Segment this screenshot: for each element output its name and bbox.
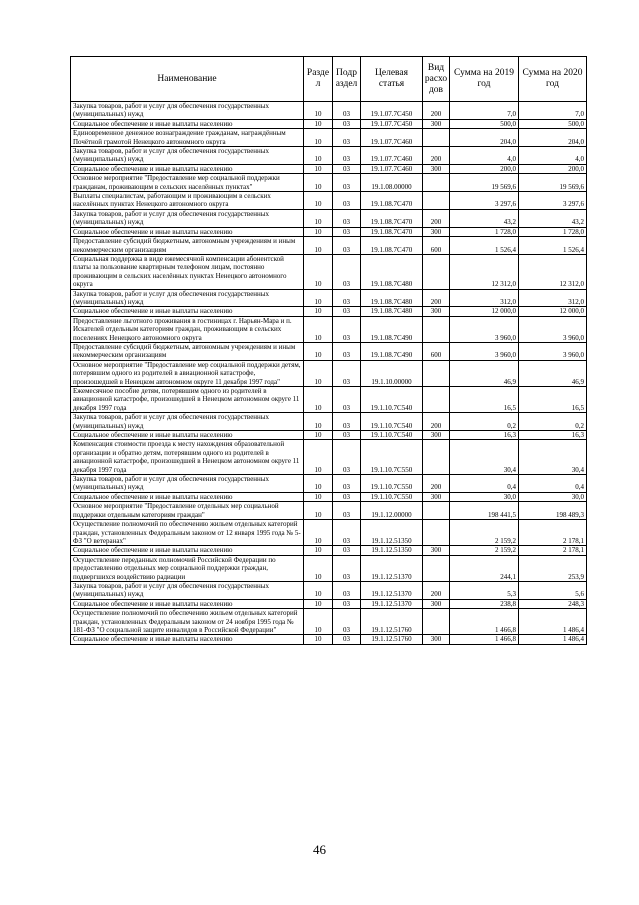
row-target-article: 19.1.08.00000 bbox=[361, 174, 423, 192]
row-section: 10 bbox=[304, 209, 333, 227]
table-row bbox=[71, 431, 587, 440]
row-subsection: 03 bbox=[333, 609, 361, 635]
row-expense-type bbox=[423, 555, 450, 581]
table-row bbox=[71, 609, 587, 635]
row-sum-2020: 30,4 bbox=[519, 440, 587, 475]
row-sum-2020: 0,2 bbox=[519, 413, 587, 431]
row-subsection: 03 bbox=[333, 289, 361, 307]
row-expense-type: 300 bbox=[423, 599, 450, 608]
row-expense-type: 200 bbox=[423, 289, 450, 307]
row-target-article: 19.1.10.00000 bbox=[361, 360, 423, 386]
row-sum-2020: 1 526,4 bbox=[519, 237, 587, 255]
row-sum-2019: 30,0 bbox=[450, 492, 519, 501]
row-sum-2020: 7,0 bbox=[519, 102, 587, 120]
row-subsection: 03 bbox=[333, 164, 361, 173]
header-sum-2020: Сумма на 2020 год bbox=[519, 57, 587, 102]
row-expense-type: 300 bbox=[423, 546, 450, 555]
table-row bbox=[71, 129, 587, 147]
row-section: 10 bbox=[304, 342, 333, 360]
row-subsection: 03 bbox=[333, 119, 361, 128]
row-section: 10 bbox=[304, 502, 333, 520]
row-name: Закупка товаров, работ и услуг для обеспечения государственных (муниципальных) нужд bbox=[71, 209, 304, 227]
table-row bbox=[71, 502, 587, 520]
table-row bbox=[71, 599, 587, 608]
row-sum-2019: 1 466,8 bbox=[450, 635, 519, 644]
row-expense-type bbox=[423, 316, 450, 342]
row-section: 10 bbox=[304, 307, 333, 316]
row-sum-2020: 200,0 bbox=[519, 164, 587, 173]
row-sum-2020: 3 960,0 bbox=[519, 316, 587, 342]
row-sum-2020: 198 489,3 bbox=[519, 502, 587, 520]
row-name: Выплаты специалистам, работающим и проживающим в сельских населённых пунктах Ненецкого автономного округа bbox=[71, 192, 304, 210]
table-row bbox=[71, 254, 587, 289]
table-row bbox=[71, 147, 587, 165]
row-name: Закупка товаров, работ и услуг для обеспечения государственных (муниципальных) нужд bbox=[71, 475, 304, 493]
row-sum-2019: 2 159,2 bbox=[450, 520, 519, 546]
row-target-article: 19.1.12.51760 bbox=[361, 609, 423, 635]
table-header bbox=[71, 57, 587, 102]
row-name: Основное мероприятие "Предоставление мер социальной поддержки детям, потерявшим одного из родителей в авиационной катастрофе, произошедшей в Ненецком автономном округе 11 декабря 1997 года" bbox=[71, 360, 304, 386]
row-name: Осуществление полномочий по обеспечению жильем отдельных категорий граждан, установленных Федеральным законом от 24 ноября 1995 года № 181-ФЗ "О социальной защите инвалидов в Российской Федерации" bbox=[71, 609, 304, 635]
row-sum-2020: 0,4 bbox=[519, 475, 587, 493]
row-sum-2020: 1 728,0 bbox=[519, 227, 587, 236]
row-target-article: 19.1.08.7С470 bbox=[361, 209, 423, 227]
row-target-article: 19.1.12.51760 bbox=[361, 635, 423, 644]
row-section: 10 bbox=[304, 174, 333, 192]
row-sum-2019: 0,4 bbox=[450, 475, 519, 493]
table-row bbox=[71, 119, 587, 128]
row-section: 10 bbox=[304, 227, 333, 236]
row-expense-type: 200 bbox=[423, 581, 450, 599]
row-sum-2019: 43,2 bbox=[450, 209, 519, 227]
row-section: 10 bbox=[304, 431, 333, 440]
row-subsection: 03 bbox=[333, 520, 361, 546]
row-name: Социальное обеспечение и иные выплаты населению bbox=[71, 546, 304, 555]
row-sum-2020: 12 312,0 bbox=[519, 254, 587, 289]
table-row bbox=[71, 413, 587, 431]
row-target-article: 19.1.10.7С540 bbox=[361, 431, 423, 440]
row-section: 10 bbox=[304, 360, 333, 386]
row-name: Социальное обеспечение и иные выплаты населению bbox=[71, 307, 304, 316]
row-section: 10 bbox=[304, 102, 333, 120]
table-row bbox=[71, 546, 587, 555]
row-section: 10 bbox=[304, 254, 333, 289]
row-subsection: 03 bbox=[333, 316, 361, 342]
row-subsection: 03 bbox=[333, 254, 361, 289]
row-subsection: 03 bbox=[333, 174, 361, 192]
header-name: Наименование bbox=[71, 57, 304, 102]
table-row bbox=[71, 289, 587, 307]
row-sum-2020: 3 297,6 bbox=[519, 192, 587, 210]
row-section: 10 bbox=[304, 635, 333, 644]
row-section: 10 bbox=[304, 520, 333, 546]
table-row bbox=[71, 227, 587, 236]
row-subsection: 03 bbox=[333, 192, 361, 210]
row-subsection: 03 bbox=[333, 546, 361, 555]
row-name: Закупка товаров, работ и услуг для обеспечения государственных (муниципальных) нужд bbox=[71, 581, 304, 599]
row-expense-type bbox=[423, 192, 450, 210]
row-subsection: 03 bbox=[333, 129, 361, 147]
row-expense-type bbox=[423, 387, 450, 413]
row-expense-type bbox=[423, 254, 450, 289]
row-expense-type: 300 bbox=[423, 492, 450, 501]
table-row bbox=[71, 307, 587, 316]
row-subsection: 03 bbox=[333, 581, 361, 599]
row-subsection: 03 bbox=[333, 237, 361, 255]
row-subsection: 03 bbox=[333, 555, 361, 581]
row-target-article: 19.1.08.7С470 bbox=[361, 227, 423, 236]
row-name: Ежемесячное пособие детям, потерявшим одного из родителей в авиационной катастрофе, произошедшей в Ненецком автономном округе 11 декабря 1997 года bbox=[71, 387, 304, 413]
row-sum-2019: 16,5 bbox=[450, 387, 519, 413]
row-expense-type: 300 bbox=[423, 307, 450, 316]
table-row bbox=[71, 237, 587, 255]
row-target-article: 19.1.08.7С470 bbox=[361, 192, 423, 210]
row-section: 10 bbox=[304, 581, 333, 599]
row-name: Основное мероприятие "Предоставление мер социальной поддержки гражданам, проживающим в сельских населённых пунктах" bbox=[71, 174, 304, 192]
header-subsection: Подр аздел bbox=[333, 57, 361, 102]
row-subsection: 03 bbox=[333, 307, 361, 316]
row-target-article: 19.1.10.7С540 bbox=[361, 413, 423, 431]
row-name: Социальное обеспечение и иные выплаты населению bbox=[71, 492, 304, 501]
row-name: Социальное обеспечение и иные выплаты населению bbox=[71, 119, 304, 128]
row-subsection: 03 bbox=[333, 492, 361, 501]
row-section: 10 bbox=[304, 316, 333, 342]
row-sum-2020: 2 178,1 bbox=[519, 520, 587, 546]
row-target-article: 19.1.08.7С480 bbox=[361, 289, 423, 307]
row-section: 10 bbox=[304, 119, 333, 128]
row-sum-2020: 43,2 bbox=[519, 209, 587, 227]
row-sum-2019: 198 441,5 bbox=[450, 502, 519, 520]
row-target-article: 19.1.08.7С470 bbox=[361, 237, 423, 255]
row-section: 10 bbox=[304, 387, 333, 413]
header-target-article: Целевая статья bbox=[361, 57, 423, 102]
row-target-article: 19.1.12.51350 bbox=[361, 546, 423, 555]
row-target-article: 19.1.10.7С540 bbox=[361, 387, 423, 413]
row-subsection: 03 bbox=[333, 635, 361, 644]
table-row bbox=[71, 164, 587, 173]
row-sum-2020: 2 178,1 bbox=[519, 546, 587, 555]
row-subsection: 03 bbox=[333, 342, 361, 360]
row-sum-2020: 16,3 bbox=[519, 431, 587, 440]
row-expense-type: 600 bbox=[423, 342, 450, 360]
row-target-article: 19.1.10.7С550 bbox=[361, 440, 423, 475]
table-row bbox=[71, 520, 587, 546]
row-sum-2019: 500,0 bbox=[450, 119, 519, 128]
row-name: Социальное обеспечение и иные выплаты населению bbox=[71, 431, 304, 440]
row-expense-type bbox=[423, 502, 450, 520]
row-section: 10 bbox=[304, 599, 333, 608]
table-row bbox=[71, 360, 587, 386]
table-row bbox=[71, 102, 587, 120]
row-sum-2019: 3 960,0 bbox=[450, 342, 519, 360]
row-sum-2020: 12 000,0 bbox=[519, 307, 587, 316]
row-name: Осуществление переданных полномочий Российской Федерации по предоставлению отдельных мер социальной поддержки граждан, подвергшихся воздействию радиации bbox=[71, 555, 304, 581]
row-sum-2020: 248,3 bbox=[519, 599, 587, 608]
row-sum-2020: 19 569,6 bbox=[519, 174, 587, 192]
row-sum-2020: 5,6 bbox=[519, 581, 587, 599]
row-target-article: 19.1.08.7С490 bbox=[361, 316, 423, 342]
row-name: Закупка товаров, работ и услуг для обеспечения государственных (муниципальных) нужд bbox=[71, 413, 304, 431]
row-target-article: 19.1.07.7С450 bbox=[361, 102, 423, 120]
table-row bbox=[71, 316, 587, 342]
row-sum-2019: 0,2 bbox=[450, 413, 519, 431]
row-expense-type: 200 bbox=[423, 209, 450, 227]
row-expense-type bbox=[423, 440, 450, 475]
row-subsection: 03 bbox=[333, 209, 361, 227]
row-sum-2020: 4,0 bbox=[519, 147, 587, 165]
row-subsection: 03 bbox=[333, 502, 361, 520]
row-expense-type: 200 bbox=[423, 475, 450, 493]
table-row bbox=[71, 475, 587, 493]
row-name: Социальная поддержка в виде ежемесячной компенсации абонентской платы за пользование квартирным телефоном лицам, постоянно проживающим в сельских населённых пунктах Ненецкого автономного округа bbox=[71, 254, 304, 289]
row-name: Компенсация стоимости проезда к месту нахождения образовательной организации и обратно детям, потерявшим одного из родителей в авиационной катастрофе, произошедшей в Ненецком автономном округе 11 декабря 1997 года bbox=[71, 440, 304, 475]
row-sum-2020: 312,0 bbox=[519, 289, 587, 307]
row-name: Социальное обеспечение и иные выплаты населению bbox=[71, 227, 304, 236]
table-row bbox=[71, 635, 587, 644]
header-expense-type: Вид расхо дов bbox=[423, 57, 450, 102]
row-sum-2019: 312,0 bbox=[450, 289, 519, 307]
row-section: 10 bbox=[304, 237, 333, 255]
row-sum-2019: 1 526,4 bbox=[450, 237, 519, 255]
row-subsection: 03 bbox=[333, 387, 361, 413]
row-sum-2019: 16,3 bbox=[450, 431, 519, 440]
row-target-article: 19.1.08.7С490 bbox=[361, 342, 423, 360]
row-target-article: 19.1.07.7С460 bbox=[361, 147, 423, 165]
row-name: Социальное обеспечение и иные выплаты населению bbox=[71, 635, 304, 644]
row-target-article: 19.1.07.7С460 bbox=[361, 129, 423, 147]
row-expense-type: 300 bbox=[423, 635, 450, 644]
row-target-article: 19.1.08.7С480 bbox=[361, 254, 423, 289]
row-section: 10 bbox=[304, 546, 333, 555]
header-section: Разде л bbox=[304, 57, 333, 102]
row-expense-type: 200 bbox=[423, 413, 450, 431]
row-target-article: 19.1.12.51370 bbox=[361, 581, 423, 599]
row-target-article: 19.1.08.7С480 bbox=[361, 307, 423, 316]
row-subsection: 03 bbox=[333, 360, 361, 386]
table-row bbox=[71, 174, 587, 192]
row-target-article: 19.1.12.00000 bbox=[361, 502, 423, 520]
row-sum-2019: 3 297,6 bbox=[450, 192, 519, 210]
table-row bbox=[71, 581, 587, 599]
row-section: 10 bbox=[304, 164, 333, 173]
row-name: Социальное обеспечение и иные выплаты населению bbox=[71, 164, 304, 173]
row-section: 10 bbox=[304, 609, 333, 635]
row-expense-type: 200 bbox=[423, 147, 450, 165]
row-sum-2019: 12 000,0 bbox=[450, 307, 519, 316]
row-sum-2020: 1 486,4 bbox=[519, 635, 587, 644]
row-subsection: 03 bbox=[333, 475, 361, 493]
row-subsection: 03 bbox=[333, 599, 361, 608]
row-sum-2019: 204,0 bbox=[450, 129, 519, 147]
row-sum-2019: 46,9 bbox=[450, 360, 519, 386]
row-sum-2020: 46,9 bbox=[519, 360, 587, 386]
row-target-article: 19.1.12.51350 bbox=[361, 520, 423, 546]
row-sum-2020: 1 486,4 bbox=[519, 609, 587, 635]
row-section: 10 bbox=[304, 413, 333, 431]
budget-table bbox=[70, 56, 587, 645]
header-row bbox=[71, 57, 587, 102]
row-section: 10 bbox=[304, 475, 333, 493]
row-sum-2019: 7,0 bbox=[450, 102, 519, 120]
row-name: Единовременное денежное вознаграждение гражданам, награждённым Почётной грамотой Ненецкого автономного округа bbox=[71, 129, 304, 147]
row-expense-type: 600 bbox=[423, 237, 450, 255]
table-row bbox=[71, 492, 587, 501]
header-sum-2019: Сумма на 2019 год bbox=[450, 57, 519, 102]
table-row bbox=[71, 192, 587, 210]
row-expense-type: 300 bbox=[423, 164, 450, 173]
row-sum-2019: 19 569,6 bbox=[450, 174, 519, 192]
row-sum-2019: 238,8 bbox=[450, 599, 519, 608]
row-name: Предоставление льготного проживания в гостиницах г. Нарьян-Мара и п. Искателей отдельным категориям граждан, проживающим в сельских поселениях Ненецкого автономного округа bbox=[71, 316, 304, 342]
table-row bbox=[71, 209, 587, 227]
row-sum-2019: 2 159,2 bbox=[450, 546, 519, 555]
row-sum-2019: 3 960,0 bbox=[450, 316, 519, 342]
row-sum-2020: 30,0 bbox=[519, 492, 587, 501]
row-expense-type: 300 bbox=[423, 431, 450, 440]
row-expense-type: 300 bbox=[423, 119, 450, 128]
row-target-article: 19.1.10.7С550 bbox=[361, 492, 423, 501]
row-target-article: 19.1.07.7С460 bbox=[361, 164, 423, 173]
row-sum-2019: 12 312,0 bbox=[450, 254, 519, 289]
row-expense-type: 200 bbox=[423, 102, 450, 120]
row-name: Осуществление полномочий по обеспечению жильем отдельных категорий граждан, установленных Федеральным законом от 12 января 1995 года № 5-ФЗ "О ветеранах" bbox=[71, 520, 304, 546]
row-section: 10 bbox=[304, 192, 333, 210]
row-sum-2019: 30,4 bbox=[450, 440, 519, 475]
row-sum-2020: 16,5 bbox=[519, 387, 587, 413]
row-name: Основное мероприятие "Предоставление отдельных мер социальной поддержки отдельным категориям граждан" bbox=[71, 502, 304, 520]
row-subsection: 03 bbox=[333, 413, 361, 431]
table-row bbox=[71, 342, 587, 360]
row-expense-type bbox=[423, 360, 450, 386]
row-section: 10 bbox=[304, 147, 333, 165]
row-expense-type bbox=[423, 520, 450, 546]
row-target-article: 19.1.10.7С550 bbox=[361, 475, 423, 493]
row-sum-2019: 1 728,0 bbox=[450, 227, 519, 236]
row-sum-2020: 3 960,0 bbox=[519, 342, 587, 360]
row-subsection: 03 bbox=[333, 147, 361, 165]
row-section: 10 bbox=[304, 129, 333, 147]
row-name: Предоставление субсидий бюджетным, автономным учреждениям и иным некоммерческим организациям bbox=[71, 237, 304, 255]
row-subsection: 03 bbox=[333, 102, 361, 120]
row-sum-2019: 244,1 bbox=[450, 555, 519, 581]
row-target-article: 19.1.12.51370 bbox=[361, 599, 423, 608]
row-expense-type bbox=[423, 609, 450, 635]
row-subsection: 03 bbox=[333, 431, 361, 440]
row-target-article: 19.1.12.51370 bbox=[361, 555, 423, 581]
row-name: Социальное обеспечение и иные выплаты населению bbox=[71, 599, 304, 608]
row-sum-2019: 4,0 bbox=[450, 147, 519, 165]
row-sum-2019: 5,3 bbox=[450, 581, 519, 599]
row-expense-type bbox=[423, 174, 450, 192]
table-row bbox=[71, 440, 587, 475]
row-name: Закупка товаров, работ и услуг для обеспечения государственных (муниципальных) нужд bbox=[71, 147, 304, 165]
row-section: 10 bbox=[304, 492, 333, 501]
row-sum-2020: 500,0 bbox=[519, 119, 587, 128]
row-expense-type bbox=[423, 129, 450, 147]
row-section: 10 bbox=[304, 440, 333, 475]
row-name: Закупка товаров, работ и услуг для обеспечения государственных (муниципальных) нужд bbox=[71, 289, 304, 307]
row-sum-2019: 1 466,8 bbox=[450, 609, 519, 635]
row-subsection: 03 bbox=[333, 227, 361, 236]
row-sum-2019: 200,0 bbox=[450, 164, 519, 173]
row-subsection: 03 bbox=[333, 440, 361, 475]
row-section: 10 bbox=[304, 555, 333, 581]
table-body bbox=[71, 102, 587, 645]
row-section: 10 bbox=[304, 289, 333, 307]
row-name: Предоставление субсидий бюджетным, автономным учреждениям и иным некоммерческим организациям bbox=[71, 342, 304, 360]
row-name: Закупка товаров, работ и услуг для обеспечения государственных (муниципальных) нужд bbox=[71, 102, 304, 120]
row-sum-2020: 253,9 bbox=[519, 555, 587, 581]
row-target-article: 19.1.07.7С450 bbox=[361, 119, 423, 128]
row-sum-2020: 204,0 bbox=[519, 129, 587, 147]
row-expense-type: 300 bbox=[423, 227, 450, 236]
table-row bbox=[71, 555, 587, 581]
page-number: 46 bbox=[313, 842, 326, 857]
table-row bbox=[71, 387, 587, 413]
